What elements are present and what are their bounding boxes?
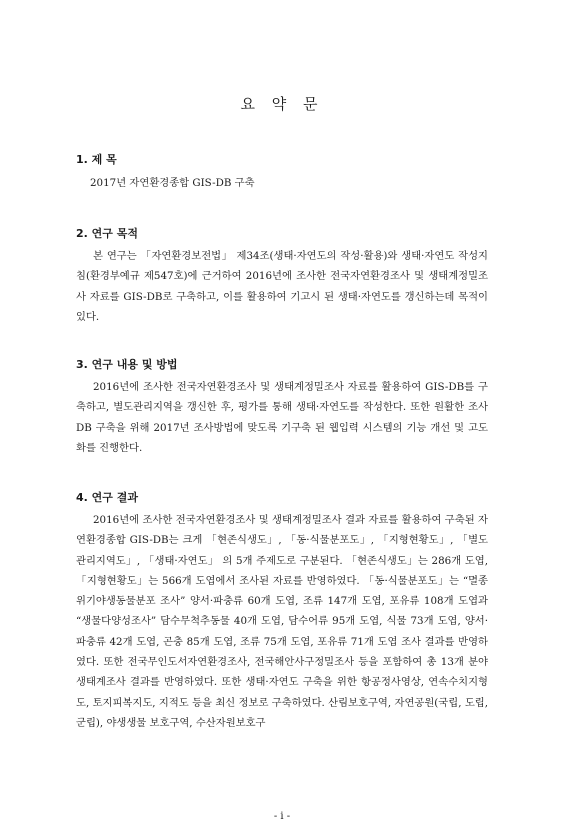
section-body: 본 연구는 「자연환경보전법」 제34조(생태·자연도의 작성·활용)와 생태·자연도 작성지침(환경부예규 제547호)에 근거하여 2016년에 조사한 전국자연환경조사 및 생태계정밀조사 자료를 GIS-DB로 구축하고, 이를 활용하여 기고시 된 생태·자연도를 갱신하는데 목적이 있다. <box>76 250 488 323</box>
section-heading: 1. 제 목 <box>76 153 117 166</box>
section-purpose <box>76 226 488 327</box>
section-heading: 4. 연구 결과 <box>76 491 138 504</box>
section-heading: 3. 연구 내용 및 방법 <box>76 358 178 371</box>
section-method <box>76 357 488 458</box>
section-title <box>76 152 488 193</box>
page-number: - i - <box>273 811 291 822</box>
section-body: 2016년에 조사한 전국자연환경조사 및 생태계정밀조사 결과 자료를 활용하여 구축된 자연환경종합 GIS-DB는 크게 「현존식생도」, 「동·식물분포도」, 「지형현황도」, 「별도관리지역도」, 「생태·자연도」 의 5개 주제도로 구분된다. 「현존식생도」는 286개 도엽, 「지형현황도」는 566개 도엽에서 조사된 자료를 반영하였다. 「동·식물분포도」는 “멸종위기야생동물분포 조사” 양서·파충류 60개 도엽, 조류 147개 도엽, 포유류 108개 도엽과 “생물다양성조사” 담수무척추동물 40개 도엽, 담수어류 95개 도엽, 식물 73개 도엽, 양서·파충류 42개 도엽, 곤충 85개 도엽, 조류 75개 도엽, 포유류 71개 도엽 조사 결과를 반영하였다. 또한 전국무인도서자연환경조사, 전국해안사구정밀조사 등을 포함하여 총 13개 분야 생태계조사 결과를 반영하였다. 또한 생태·자연도 구축을 위한 항공정사영상, 연속수치지형도, 토지피복지도, 지적도 등을 최신 정보로 구축하였다. 산림보호구역, 자연공원(국립, 도립, 군립), 야생생물 보호구역, 수산자원보호구 <box>76 514 488 729</box>
section-results <box>76 490 488 733</box>
page-title: 요 약 문 <box>240 95 324 113</box>
section-body: 2017년 자연환경종합 GIS-DB 구축 <box>90 177 255 189</box>
section-heading: 2. 연구 목적 <box>76 227 138 240</box>
section-body: 2016년에 조사한 전국자연환경조사 및 생태계정밀조사 자료를 활용하여 GIS-DB를 구축하고, 별도관리지역을 갱신한 후, 평가를 통해 생태·자연도를 작성한다. 또한 원활한 조사 DB 구축을 위해 2017년 조사방법에 맞도록 기구축 된 웹입력 시스템의 기능 개선 및 고도화를 진행한다. <box>76 381 488 454</box>
